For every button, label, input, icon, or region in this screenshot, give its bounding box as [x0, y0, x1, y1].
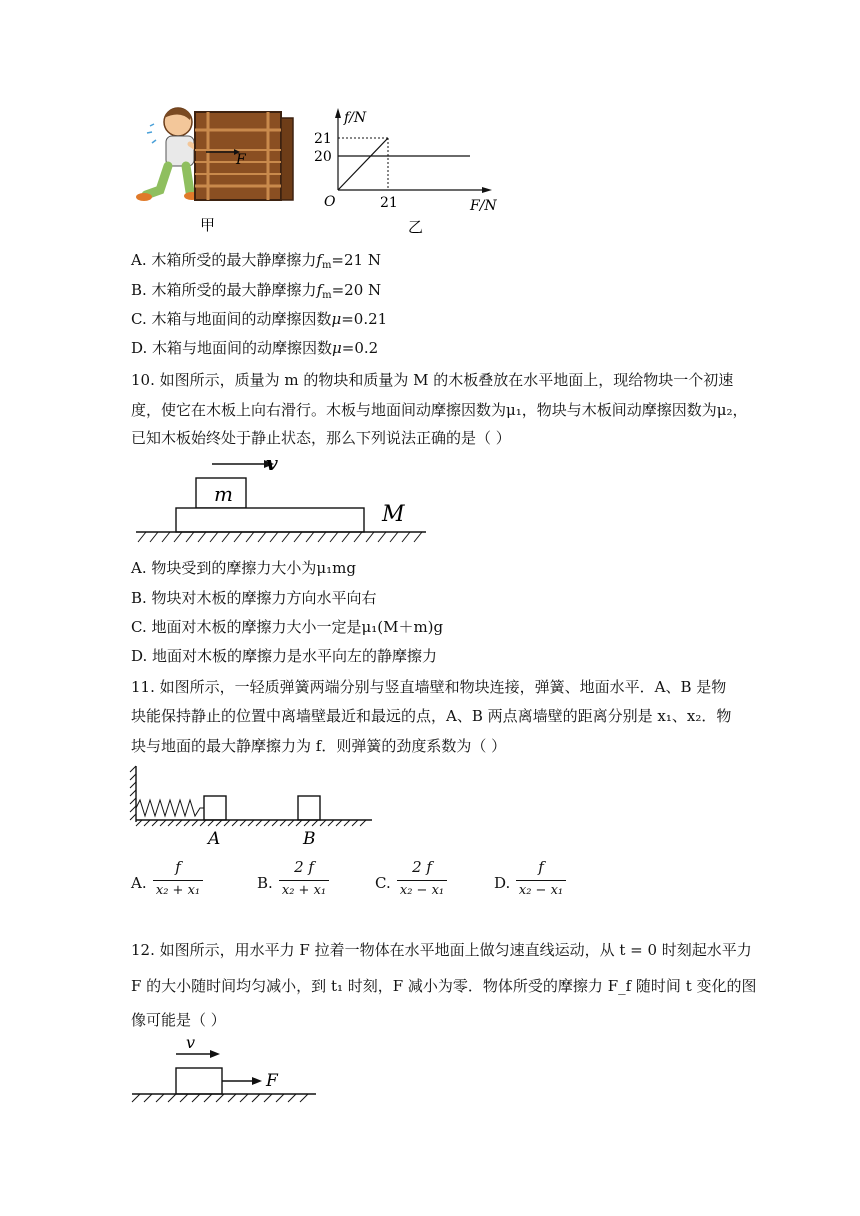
q10-stem-line3: 已知木板始终处于静止状态，那么下列说法正确的是（ ） — [131, 429, 511, 447]
q11-option-a-label: A. — [131, 874, 147, 892]
q10-stem-line2: 度，使它在木板上向右滑行。木板与地面间动摩擦因数为μ₁，物块与木板间动摩擦因数为μ₂， — [131, 401, 748, 419]
q11-option-a-fraction: f x₂ + x₁ — [153, 858, 203, 898]
q11-stem-line1: 11. 如图所示，一轻质弹簧两端分别与竖直墙壁和物块连接，弹簧、地面水平．A、B 是物 — [131, 678, 727, 696]
graph-xtick-21: 21 — [380, 195, 398, 211]
graph-ylabel: f/N — [344, 110, 367, 126]
q10-stem-line1: 10. 如图所示，质量为 m 的物块和质量为 M 的木板叠放在水平地面上，现给物块一个初速 — [131, 371, 734, 389]
figure-label-jia: 甲 — [200, 216, 216, 234]
q11-option-c-label: C. — [375, 874, 391, 892]
q11-point-A-label: A — [208, 829, 221, 849]
boy-illustration — [136, 108, 202, 201]
q10-figure — [130, 450, 440, 550]
graph-origin: O — [324, 194, 336, 210]
q10-mass-M-label: M — [382, 502, 405, 527]
q11-stem-line2: 块能保持静止的位置中离墙壁最近和最远的点，A、B 两点离墙壁的距离分别是 x₁、x₂．物 — [131, 707, 732, 725]
q11-option-b-fraction: 2 f x₂ + x₁ — [279, 858, 329, 898]
q12-stem-line3: 像可能是（ ） — [131, 1011, 226, 1029]
figure-label-yi: 乙 — [408, 218, 424, 236]
q9-option-b: B. 木箱所受的最大静摩擦力$f_m=20$ N — [131, 281, 382, 301]
q11-option-c-fraction: 2 f x₂ − x₁ — [397, 858, 447, 898]
q11-option-d-label: D. — [494, 874, 511, 892]
q11-option-b-label: B. — [257, 874, 273, 892]
q10-option-d: D. 地面对木板的摩擦力是水平向左的静摩擦力 — [131, 647, 438, 665]
q12-stem-line1: 12. 如图所示，用水平力 F 拉着一物体在水平地面上做匀速直线运动，从 t = 0 时刻起水平力 — [131, 941, 752, 959]
q9-option-c: C. 木箱与地面间的动摩擦因数μ=0.21 — [131, 310, 388, 328]
q11-option-d-fraction: f x₂ − x₁ — [516, 858, 566, 898]
q11-point-B-label: B — [303, 829, 316, 849]
graph-ytick-20: 20 — [314, 149, 332, 165]
q10-option-a: A. 物块受到的摩擦力大小为μ₁mg — [131, 559, 356, 577]
figure-box-and-graph — [130, 100, 520, 240]
q11-stem-line3: 块与地面的最大静摩擦力为 f．则弹簧的劲度系数为（ ） — [131, 737, 507, 755]
q12-stem-line2: F 的大小随时间均匀减小，到 t₁ 时刻，F 减小为零．物体所受的摩擦力 F_f 随时间 t 变化的图 — [131, 977, 757, 995]
q10-velocity-label: v — [266, 451, 278, 475]
q9-option-d: D. 木箱与地面间的动摩擦因数μ=0.2 — [131, 339, 379, 357]
q10-option-b: B. 物块对木板的摩擦力方向水平向右 — [131, 589, 377, 607]
force-label-F: F — [236, 152, 246, 168]
q12-force-label: F — [266, 1071, 278, 1091]
q10-mass-m-label: m — [214, 482, 233, 506]
q11-figure — [128, 762, 378, 852]
graph-xlabel: F/N — [470, 198, 497, 214]
q12-velocity-label: v — [186, 1034, 196, 1052]
q9-option-a: A. 木箱所受的最大静摩擦力$f_m=21$ N — [131, 251, 381, 271]
q10-option-c: C. 地面对木板的摩擦力大小一定是μ₁(M＋m)g — [131, 618, 444, 636]
q12-figure — [128, 1034, 328, 1110]
graph-ytick-21: 21 — [314, 131, 332, 147]
